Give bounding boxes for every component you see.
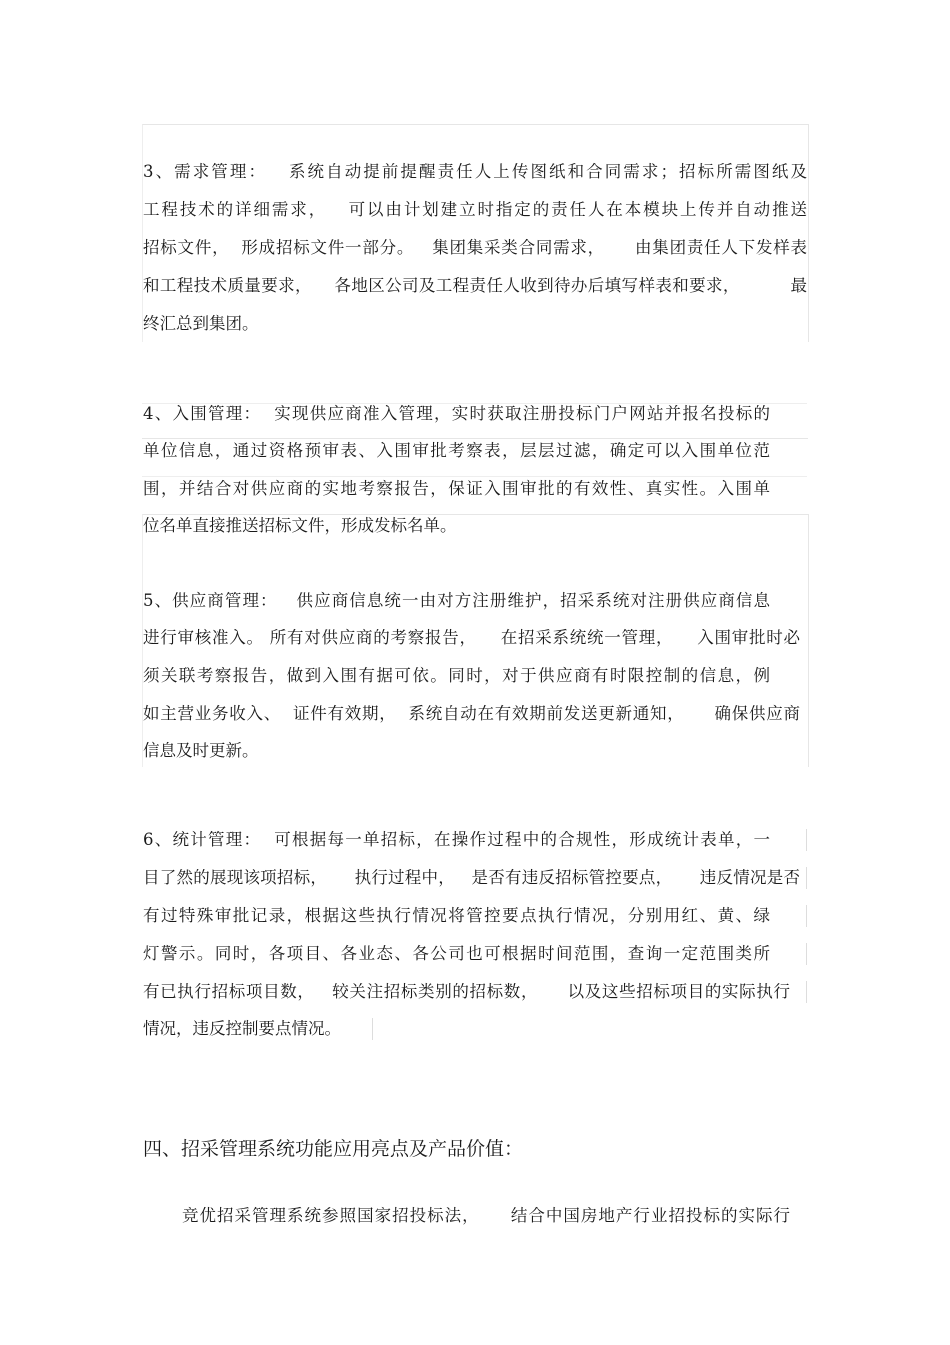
section-3-line-5: 终汇总到集团。: [143, 314, 259, 333]
section-5-line-5: 信息及时更新。: [143, 741, 259, 760]
section-4-line-4: 位名单直接推送招标文件，形成发标名单。: [143, 516, 457, 535]
rule-section-4b: [142, 476, 807, 477]
tick-6d: [806, 943, 807, 965]
section-heading-four: 四、招采管理系统功能应用亮点及产品价值：: [143, 1138, 524, 1160]
frame-section-4: [142, 438, 808, 439]
tick-6c: [806, 905, 807, 927]
section-4-line-3: 围，并结合对供应商的实地考察报告，保证入围审批的有效性、真实性。入围单: [143, 479, 770, 498]
section-3-line-4: 和工程技术质量要求， 各地区公司及工程责任人收到待办后填写样表和要求， 最: [143, 276, 807, 295]
section-3-line-2: 工程技术的详细需求， 可以由计划建立时指定的责任人在本模块上传并自动推送: [143, 200, 807, 219]
section-6-line-3: 有过特殊审批记录，根据这些执行情况将管控要点执行情况，分别用红、黄、绿: [143, 906, 770, 925]
section-6-line-2: 目了然的展现该项招标， 执行过程中， 是否有违反招标管控要点， 违反情况是否: [143, 868, 800, 887]
section-5-line-1: 5、供应商管理： 供应商信息统一由对方注册维护，招采系统对注册供应商信息: [143, 591, 770, 610]
section-5-line-4: 如主营业务收入、 证件有效期， 系统自动在有效期前发送更新通知， 确保供应商: [143, 704, 800, 723]
section-6-line-5: 有已执行招标项目数， 较关注招标类别的招标数， 以及这些招标项目的实际执行: [143, 982, 790, 1001]
section-6-line-1: 6、统计管理： 可根据每一单招标，在操作过程中的合规性，形成统计表单，一: [143, 830, 770, 849]
section-5-line-3: 须关联考察报告，做到入围有据可依。同时，对于供应商有时限控制的信息，例: [143, 666, 770, 685]
section-6-line-4: 灯警示。同时，各项目、各业态、各公司也可根据时间范围，查询一定范围类所: [143, 944, 770, 963]
tick-6e: [806, 981, 807, 1003]
frame-section-3: [142, 124, 809, 342]
section-4-line-2: 单位信息，通过资格预审表、入围审批考察表，层层过滤，确定可以入围单位范: [143, 441, 770, 460]
section-6-line-6: 情况，违反控制要点情况。: [143, 1019, 341, 1038]
section-5-line-2: 进行审核准入。 所有对供应商的考察报告， 在招采系统统一管理， 入围审批时必: [143, 628, 800, 647]
section-3-line-3: 招标文件， 形成招标文件一部分。 集团集采类合同需求， 由集团责任人下发样表: [143, 238, 807, 257]
tick-6a: [806, 829, 807, 851]
section-3-line-1: 3、需求管理： 系统自动提前提醒责任人上传图纸和合同需求；招标所需图纸及: [143, 162, 807, 181]
section-4-line-1: 4、入围管理： 实现供应商准入管理，实时获取注册投标门户网站并报名投标的: [143, 404, 770, 423]
tick-6b: [806, 867, 807, 889]
intro-paragraph-line: 竞优招采管理系统参照国家招投标法， 结合中国房地产行业招投标的实际行: [182, 1206, 790, 1225]
